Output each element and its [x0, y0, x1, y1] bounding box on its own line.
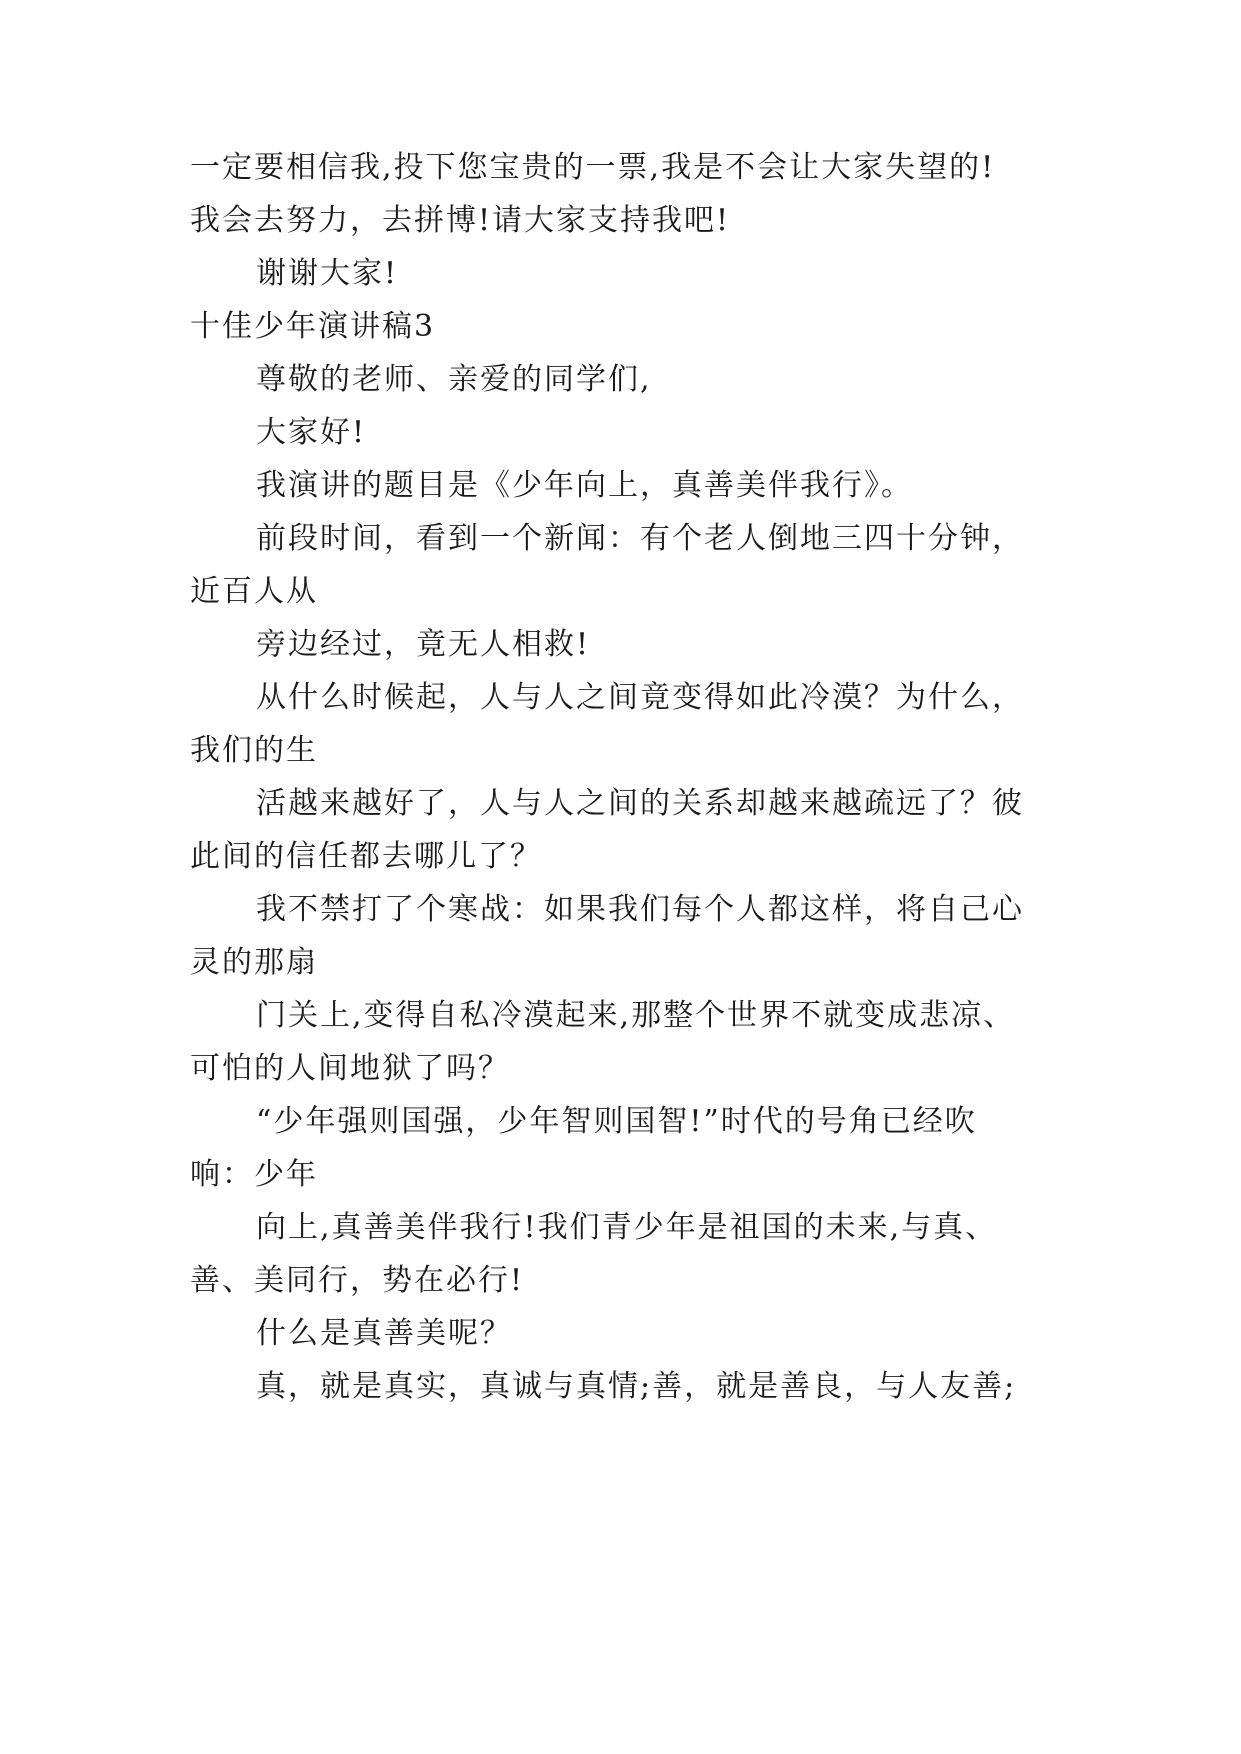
text-line: 什么是真善美呢？ [256, 1316, 512, 1351]
text-line: 尊敬的老师、亲爱的同学们, [256, 362, 652, 397]
section-heading: 十佳少年演讲稿3 [190, 309, 436, 344]
text-line: 近百人从 [190, 574, 318, 609]
text-line: 善、美同行，势在必行! [190, 1263, 525, 1298]
text-line: 灵的那扇 [190, 945, 318, 980]
text-line: 此间的信任都去哪儿了？ [190, 839, 542, 874]
text-line: 门关上,变得自私冷漠起来,那整个世界不就变成悲凉、 [256, 998, 1016, 1033]
text-line: 我不禁打了个寒战：如果我们每个人都这样，将自己心 [256, 892, 1024, 927]
text-line: 我会去努力，去拼博!请大家支持我吧! [190, 203, 731, 238]
text-line: 谢谢大家! [256, 256, 399, 291]
text-line: 大家好! [256, 415, 367, 450]
text-line: 可怕的人间地狱了吗？ [190, 1051, 510, 1086]
text-line: “少年强则国强，少年智则国智!”时代的号角已经吹 [256, 1104, 977, 1139]
text-line: 我们的生 [190, 733, 318, 768]
text-line: 旁边经过，竟无人相救! [256, 627, 591, 662]
text-line: 从什么时候起，人与人之间竟变得如此冷漠？为什么， [256, 680, 1024, 715]
text-line: 真，就是真实，真诚与真情;善，就是善良，与人友善; [256, 1369, 1017, 1404]
text-line: 活越来越好了，人与人之间的关系却越来越疏远了？彼 [256, 786, 1024, 821]
text-line: 我演讲的题目是《少年向上，真善美伴我行》。 [256, 468, 913, 503]
text-line: 向上,真善美伴我行!我们青少年是祖国的未来,与真、 [256, 1210, 998, 1245]
text-line: 响：少年 [190, 1157, 318, 1192]
text-line: 前段时间，看到一个新闻：有个老人倒地三四十分钟， [256, 521, 1024, 556]
text-line: 一定要相信我,投下您宝贵的一票,我是不会让大家失望的! [190, 150, 996, 185]
